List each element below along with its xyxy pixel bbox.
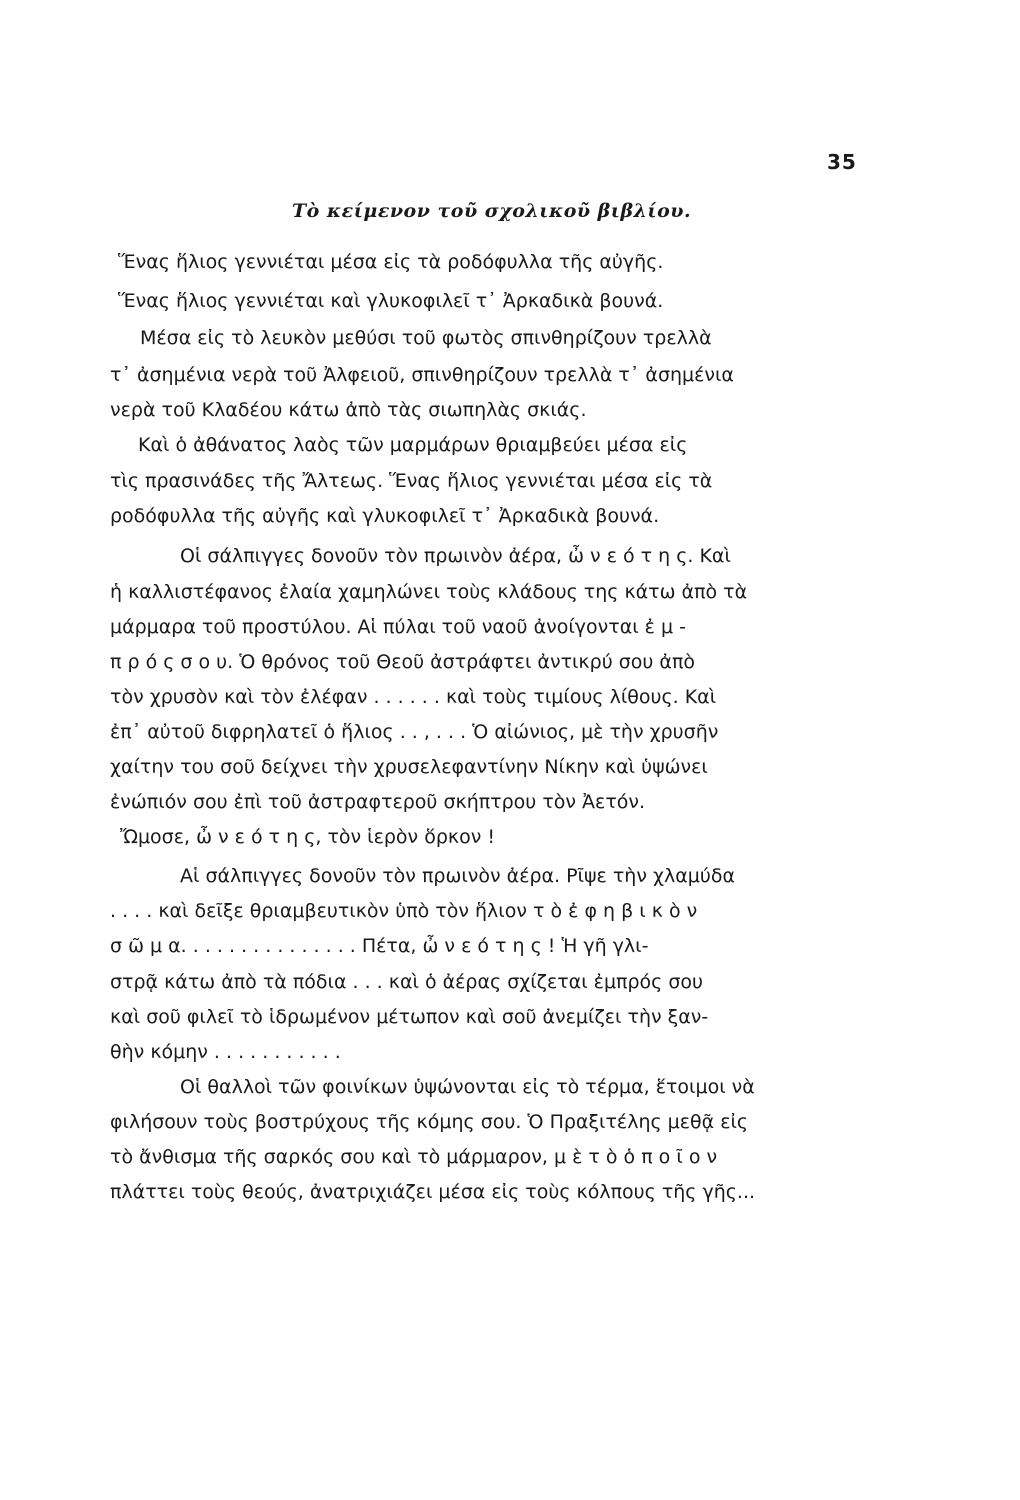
text-line: Καὶ ὁ ἀθάνατος λαὸς τῶν μαρμάρων θριαμβεύει μέσα εἰς [138,434,688,456]
text-line: Ἕνας ἥλιος γεννιέται μέσα εἰς τὰ ροδόφυλλα τῆς αὐγῆς. [118,251,664,273]
text-line: Ὤμοσε, ὦ ν ε ό τ η ς, τὸν ἱερὸν ὅρκον ! [120,826,495,848]
text-line: φιλήσουν τοὺς βοστρύχους τῆς κόμης σου. Ὁ Πραξιτέλης μεθᾷ εἰς [110,1111,749,1133]
text-line: θὴν κόμην . . . . . . . . . . . [110,1041,341,1063]
text-line: ροδόφυλλα τῆς αὐγῆς καὶ γλυκοφιλεῖ τ᾽ Ἀρκαδικὰ βουνά. [110,505,660,527]
text-line: καὶ σοῦ φιλεῖ τὸ ἱδρωμένον μέτωπον καὶ σοῦ ἀνεμίζει τὴν ξαν- [110,1006,709,1028]
text-line: ἡ καλλιστέφανος ἐλαία χαμηλώνει τοὺς κλάδους της κάτω ἀπὸ τὰ [110,581,748,603]
text-line: χαίτην του σοῦ δείχνει τὴν χρυσελεφαντίνην Νίκην καὶ ὑψώνει [110,756,708,778]
text-line: μάρμαρα τοῦ προστύλου. Αἱ πύλαι τοῦ ναοῦ ἀνοίγονται ἐ μ - [110,616,686,638]
text-line: Αἱ σάλπιγγες δονοῦν τὸν πρωινὸν ἀέρα. Ρῖψε τὴν χλαμύδα [180,865,735,887]
text-line: στρᾷ κάτω ἀπὸ τὰ πόδια . . . καὶ ὁ ἀέρας σχίζεται ἐμπρός σου [110,971,704,993]
text-line: πλάττει τοὺς θεούς, ἀνατριχιάζει μέσα εἰς τοὺς κόλπους τῆς γῆς... [110,1181,756,1203]
text-line: ἐνώπιόν σου ἐπὶ τοῦ ἀστραφτεροῦ σκήπτρου τὸν Ἀετόν. [110,791,646,813]
text-line: . . . . καὶ δεῖξε θριαμβευτικὸν ὑπὸ τὸν ἥλιον τ ὸ ἐ φ η β ι κ ὸ ν [110,900,698,922]
section-heading: Τὸ κείμενον τοῦ σχολικοῦ βιβλίου. [292,200,692,222]
text-line: Οἱ θαλλοὶ τῶν φοινίκων ὑψώνονται εἰς τὸ τέρμα, ἕτοιμοι νὰ [180,1076,755,1098]
text-line: Ἕνας ἥλιος γεννιέται καὶ γλυκοφιλεῖ τ᾽ Ἀρκαδικὰ βουνά. [118,290,664,312]
text-line: νερὰ τοῦ Κλαδέου κάτω ἀπὸ τὰς σιωπηλὰς σκιάς. [110,399,587,421]
text-line: τὶς πρασινάδες τῆς Ἄλτεως. Ἕνας ἥλιος γεννιέται μέσα εἰς τὰ [110,470,713,492]
text-line: τὸν χρυσὸν καὶ τὸν ἐλέφαν . . . . . . καὶ τοὺς τιμίους λίθους. Καὶ [110,686,717,708]
page-number: 35 [827,150,857,174]
text-line: τ᾽ ἀσημένια νερὰ τοῦ Ἀλφειοῦ, σπινθηρίζουν τρελλὰ τ᾽ ἀσημένια [110,364,734,386]
text-line: σ ῶ μ α. . . . . . . . . . . . . . . Πέτα, ὦ ν ε ό τ η ς ! Ἡ γῆ γλι- [110,935,649,957]
text-line: π ρ ό ς σ ο υ. Ὁ θρόνος τοῦ Θεοῦ ἀστράφτει ἀντικρύ σου ἀπὸ [110,651,696,673]
text-line: Οἱ σάλπιγγες δονοῦν τὸν πρωινὸν ἀέρα, ὦ ν ε ό τ η ς. Καὶ [180,545,731,567]
text-line: τὸ ἄνθισμα τῆς σαρκός σου καὶ τὸ μάρμαρον, μ ὲ τ ὸ ὁ π ο ῖ ο ν [110,1146,718,1168]
text-line: Μέσα εἰς τὸ λευκὸν μεθύσι τοῦ φωτὸς σπινθηρίζουν τρελλὰ [140,327,712,349]
text-line: ἐπ᾽ αὐτοῦ διφρηλατεῖ ὁ ἥλιος . . , . . . Ὁ αἰώνιος, μὲ τὴν χρυσῆν [110,721,719,743]
